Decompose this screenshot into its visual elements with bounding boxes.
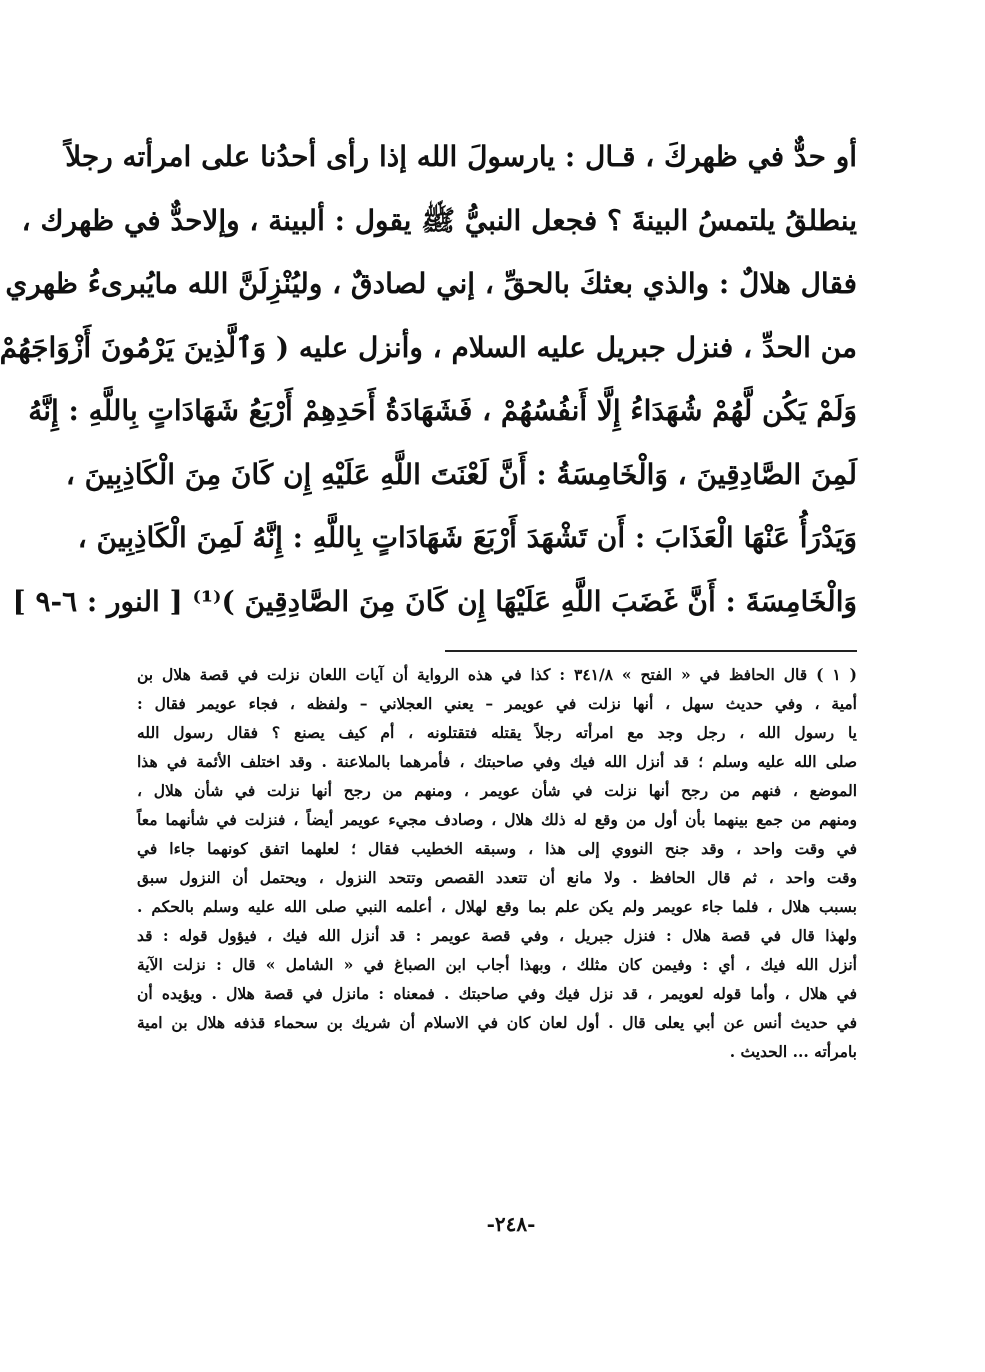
footnote-line: صلى الله عليه وسلم ؛ قد أنزل الله فيك وفي صاحبتك ، فأمرهما بالملاعنة . وقد اختلف الأئمة في هذا: [137, 752, 857, 771]
footnote-line: في حديث أنس عن أبي يعلى قال . أول لعان كان في الاسلام أن شريك بن سحماء قذفه هلال بن امية: [137, 1013, 857, 1032]
footnote-line: الموضع ، فنهم من رجح أنها نزلت في شأن عويمر ، ومنهم من رجح أنها نزلت في شأن هلال ،: [137, 781, 857, 800]
footnote-line: أنزل الله فيك ، أي : وفيمن كان مثلك ، وبهذا أجاب ابن الصباغ في « الشامل » قال : نزلت الآية: [137, 955, 857, 974]
main-text-line: أو حدٌّ في ظهركَ ، قـال : يارسولَ الله إذا رأى أحدُنا على امرأته رجلاً: [65, 140, 857, 173]
footnote-line: وقت واحد ، ثم قال الحافظ . ولا مانع أن تتعدد القصص وتتحد النزول ، ويحتمل أن النزول سبق: [137, 868, 857, 887]
main-text-line: فقال هلالٌ : والذي بعثكَ بالحقِّ ، إني لصادقٌ ، وليُنْزِلَنَّ الله مايُبرىءُ ظهري: [5, 267, 857, 300]
footnote-line: في هلال ، وأما قوله لعويمر ، قد نزل فيك وفي صاحبتك . فمعناه : مانزل في قصة هلال . ويؤيده أن: [137, 984, 857, 1003]
footnote-line: ( ١ ) قال الحافظ في « الفتح » ٣٤١/٨ : كذا في هذه الرواية أن آيات اللعان نزلت في قصة هلال بن: [137, 665, 857, 684]
main-text-line: وَالْخَامِسَةَ : أَنَّ غَضَبَ اللَّهِ عَلَيْهَا إِن كَانَ مِنَ الصَّادِقِينَ )⁽¹⁾ [ النور : ٦-٩ ]: [12, 584, 857, 618]
main-text-line: ينطلقُ يلتمسُ البينةَ ؟ فجعل النبيُّ ﷺ يقول : ألبينة ، وإلاحدٌّ في ظهرك ،: [21, 203, 857, 237]
footnote-line: أمية ، وفي حديث سهل ، أنها نزلت في عويمر – يعني العجلاني – ولفظه ، فجاء عويمر فقال :: [137, 694, 857, 713]
footnote-divider: [445, 650, 857, 652]
footnote-line: بسبب هلال ، فلما جاء عويمر ولم يكن علم بما وقع لهلال ، أعلمه النبي صلى الله عليه وسلم بالحكم .: [137, 897, 857, 916]
main-text-block: [0, 125, 857, 633]
footnote-line: في وقت واحد ، وقد جنح النووي إلى هذا ، وسبقه الخطيب فقال ؛ لعلهما اتفق كونهما جاءا في: [137, 839, 857, 858]
footnote-line: بامرأته ... الحديث .: [729, 1042, 857, 1061]
main-text-line: وَيَدْرَأُ عَنْهَا الْعَذَابَ : أَن تَشْهَدَ أَرْبَعَ شَهَادَاتٍ بِاللَّهِ : إِنَّهُ لَمِنَ الْكَاذِبِينَ ،: [77, 521, 857, 554]
main-text-line: لَمِنَ الصَّادِقِينَ ، وَالْخَامِسَةُ : أَنَّ لَعْنَتَ اللَّهِ عَلَيْهِ إِن كَانَ مِنَ الْكَاذِبِينَ ،: [65, 457, 857, 491]
footnote-line: يا رسول الله ، رجل وجد مع امرأته رجلاً يقتله فتقتلونه ، أم كيف يصنع ؟ فقال رسول الله: [137, 723, 857, 742]
footnote-line: ومنهم من جمع بينهما بأن أول من وقع له ذلك هلال ، وصادف مجيء عويمر أيضاً ، فنزلت في شأنهما معاً: [137, 810, 857, 829]
main-text-line: من الحدِّ ، فنزل جبريل عليه السلام ، وأنزل عليه ( وَٱلَّذِينَ يَرْمُونَ أَزْوَاجَهُمْ: [0, 330, 857, 364]
footnotes-block: [137, 660, 857, 1066]
main-text-line: وَلَمْ يَكُن لَّهُمْ شُهَدَاءُ إِلَّا أَنفُسُهُمْ ، فَشَهَادَةُ أَحَدِهِمْ أَرْبَعُ شَهَادَاتٍ بِاللَّهِ : إِنَّهُ: [28, 394, 857, 427]
footnote-line: ولهذا قال في قصة هلال : فنزل جبريل ، وفي قصة عويمر : قد أنزل الله فيك ، فيؤول قوله : قد: [137, 926, 857, 945]
page-number: -٢٤٨-: [486, 1212, 536, 1236]
